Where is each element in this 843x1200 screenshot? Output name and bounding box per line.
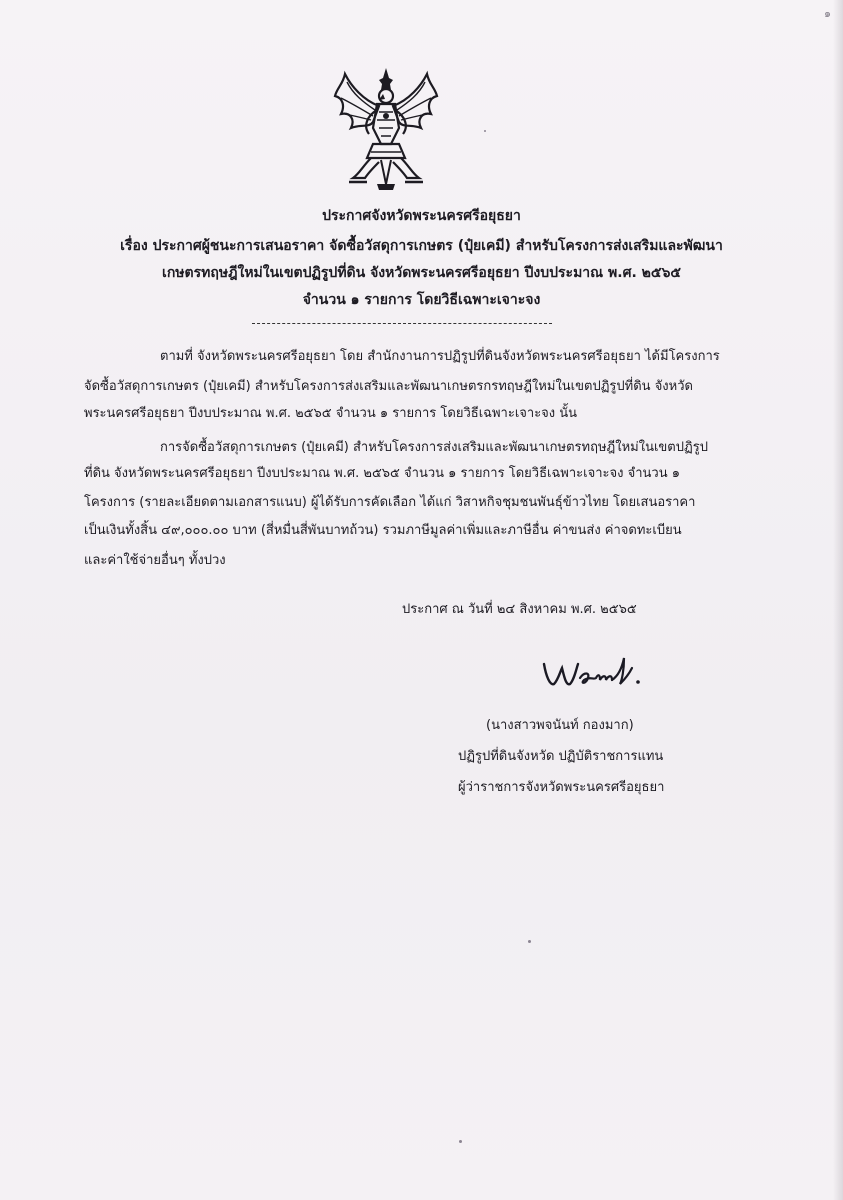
paragraph-2-line-4: เป็นเงินทั้งสิ้น ๔๙,๐๐๐.๐๐ บาท (สี่หมื่นสี่พันบาทถ้วน) รวมภาษีมูลค่าเพิ่มและภาษีอื่น ค่าขนส่ง ค่าจดทะเบียน (84, 523, 682, 538)
margin-mark: ๑ (824, 7, 831, 20)
scan-speck (528, 940, 531, 943)
title-divider (252, 323, 552, 324)
subject-line-3: จำนวน ๑ รายการ โดยวิธีเฉพาะเจาะจง (302, 292, 541, 308)
subject-line-2: เกษตรทฤษฎีใหม่ในเขตปฏิรูปที่ดิน จังหวัดพระนครศรีอยุธยา ปีงบประมาณ พ.ศ. ๒๕๖๕ (162, 265, 681, 281)
paragraph-1-line-2: จัดซื้อวัสดุการเกษตร (ปุ๋ยเคมี) สำหรับโครงการส่งเสริมและพัฒนาเกษตรกรทฤษฎีใหม่ในเขตปฏิรูปที่ดิน จังหวัด (84, 379, 693, 394)
signatory-position-2: ผู้ว่าราชการจังหวัดพระนครศรีอยุธยา (458, 780, 665, 795)
garuda-emblem-icon (333, 66, 439, 192)
scan-speck (484, 130, 486, 132)
paragraph-2-line-3: โครงการ (รายละเอียดตามเอกสารแนบ) ผู้ได้รับการคัดเลือก ได้แก่ วิสาหกิจชุมชนพันธุ์ข้าวไทย โดยเสนอราคา (84, 495, 696, 510)
paragraph-1-line-3: พระนครศรีอยุธยา ปีงบประมาณ พ.ศ. ๒๕๖๕ จำนวน ๑ รายการ โดยวิธีเฉพาะเจาะจง นั้น (84, 406, 578, 421)
paragraph-1-line-1: ตามที่ จังหวัดพระนครศรีอยุธยา โดย สำนักงานการปฏิรูปที่ดินจังหวัดพระนครศรีอยุธยา ได้มีโครงการ (160, 349, 720, 364)
paragraph-2-line-1: การจัดซื้อวัสดุการเกษตร (ปุ๋ยเคมี) สำหรับโครงการส่งเสริมและพัฒนาเกษตรทฤษฎีใหม่ในเขตปฏิรูป (160, 440, 708, 455)
paragraph-2-line-2: ที่ดิน จังหวัดพระนครศรีอยุธยา ปีงบประมาณ พ.ศ. ๒๕๖๕ จำนวน ๑ รายการ โดยวิธีเฉพาะเจาะจง จำนวน ๑ (84, 466, 680, 481)
signatory-position-1: ปฏิรูปที่ดินจังหวัด ปฏิบัติราชการแทน (458, 749, 664, 764)
signatory-name: (นางสาวพจนันท์ กองมาก) (486, 718, 634, 733)
scan-edge-shadow (833, 0, 843, 1200)
announcement-date: ประกาศ ณ วันที่ ๒๔ สิงหาคม พ.ศ. ๒๕๖๕ (402, 602, 637, 617)
issuer-title: ประกาศจังหวัดพระนครศรีอยุธยา (322, 208, 521, 224)
handwritten-signature (538, 650, 653, 698)
scan-speck (459, 1140, 462, 1143)
subject-line-1: เรื่อง ประกาศผู้ชนะการเสนอราคา จัดซื้อวัสดุการเกษตร (ปุ๋ยเคมี) สำหรับโครงการส่งเสริมและพัฒนา (120, 238, 723, 254)
paragraph-2-line-5: และค่าใช้จ่ายอื่นๆ ทั้งปวง (84, 553, 226, 568)
